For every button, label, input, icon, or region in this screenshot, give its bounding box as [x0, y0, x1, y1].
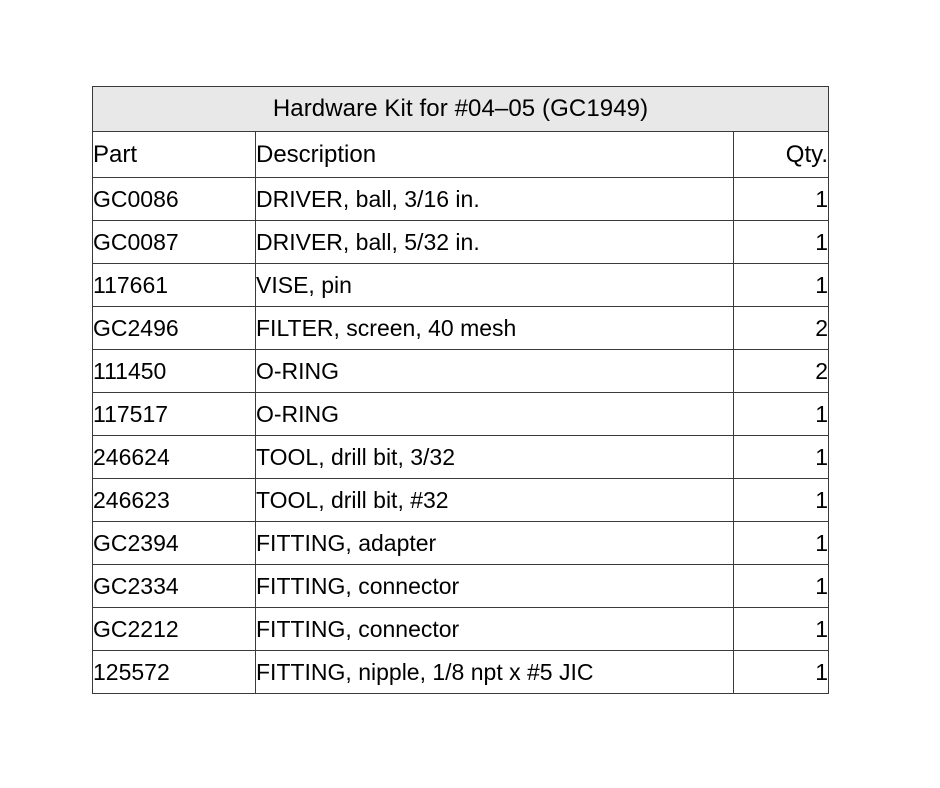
hardware-kit-table-container	[92, 86, 828, 694]
cell-part: GC0086	[93, 178, 256, 221]
cell-part: GC2496	[93, 307, 256, 350]
cell-part: GC2334	[93, 565, 256, 608]
cell-part: GC2212	[93, 608, 256, 651]
cell-qty: 1	[734, 479, 829, 522]
table-row	[93, 522, 829, 565]
cell-description: TOOL, drill bit, 3/32	[256, 436, 734, 479]
cell-qty: 2	[734, 350, 829, 393]
cell-description: VISE, pin	[256, 264, 734, 307]
cell-description: FITTING, nipple, 1/8 npt x #5 JIC	[256, 651, 734, 694]
cell-description: FITTING, connector	[256, 608, 734, 651]
cell-qty: 1	[734, 522, 829, 565]
table-row	[93, 393, 829, 436]
cell-description: O-RING	[256, 393, 734, 436]
table-row	[93, 651, 829, 694]
table-row	[93, 350, 829, 393]
cell-qty: 1	[734, 608, 829, 651]
table-title: Hardware Kit for #04–05 (GC1949)	[93, 87, 829, 132]
table-header-row	[93, 132, 829, 178]
table-row	[93, 608, 829, 651]
cell-qty: 1	[734, 565, 829, 608]
cell-part: 117661	[93, 264, 256, 307]
cell-part: 125572	[93, 651, 256, 694]
cell-part: 117517	[93, 393, 256, 436]
cell-description: O-RING	[256, 350, 734, 393]
cell-description: TOOL, drill bit, #32	[256, 479, 734, 522]
table-row	[93, 221, 829, 264]
column-header-part: Part	[93, 132, 256, 178]
cell-part: GC0087	[93, 221, 256, 264]
column-header-qty: Qty.	[734, 132, 829, 178]
cell-qty: 1	[734, 221, 829, 264]
cell-qty: 2	[734, 307, 829, 350]
table-row	[93, 178, 829, 221]
table-row	[93, 436, 829, 479]
cell-description: DRIVER, ball, 5/32 in.	[256, 221, 734, 264]
cell-qty: 1	[734, 651, 829, 694]
table-row	[93, 479, 829, 522]
table-row	[93, 565, 829, 608]
cell-qty: 1	[734, 264, 829, 307]
cell-description: FITTING, adapter	[256, 522, 734, 565]
cell-part: 111450	[93, 350, 256, 393]
table-row	[93, 264, 829, 307]
hardware-kit-table	[92, 86, 829, 694]
table-title-row	[93, 87, 829, 132]
cell-description: DRIVER, ball, 3/16 in.	[256, 178, 734, 221]
cell-part: 246623	[93, 479, 256, 522]
cell-part: GC2394	[93, 522, 256, 565]
cell-part: 246624	[93, 436, 256, 479]
cell-qty: 1	[734, 436, 829, 479]
cell-description: FILTER, screen, 40 mesh	[256, 307, 734, 350]
column-header-description: Description	[256, 132, 734, 178]
cell-description: FITTING, connector	[256, 565, 734, 608]
cell-qty: 1	[734, 178, 829, 221]
table-row	[93, 307, 829, 350]
cell-qty: 1	[734, 393, 829, 436]
